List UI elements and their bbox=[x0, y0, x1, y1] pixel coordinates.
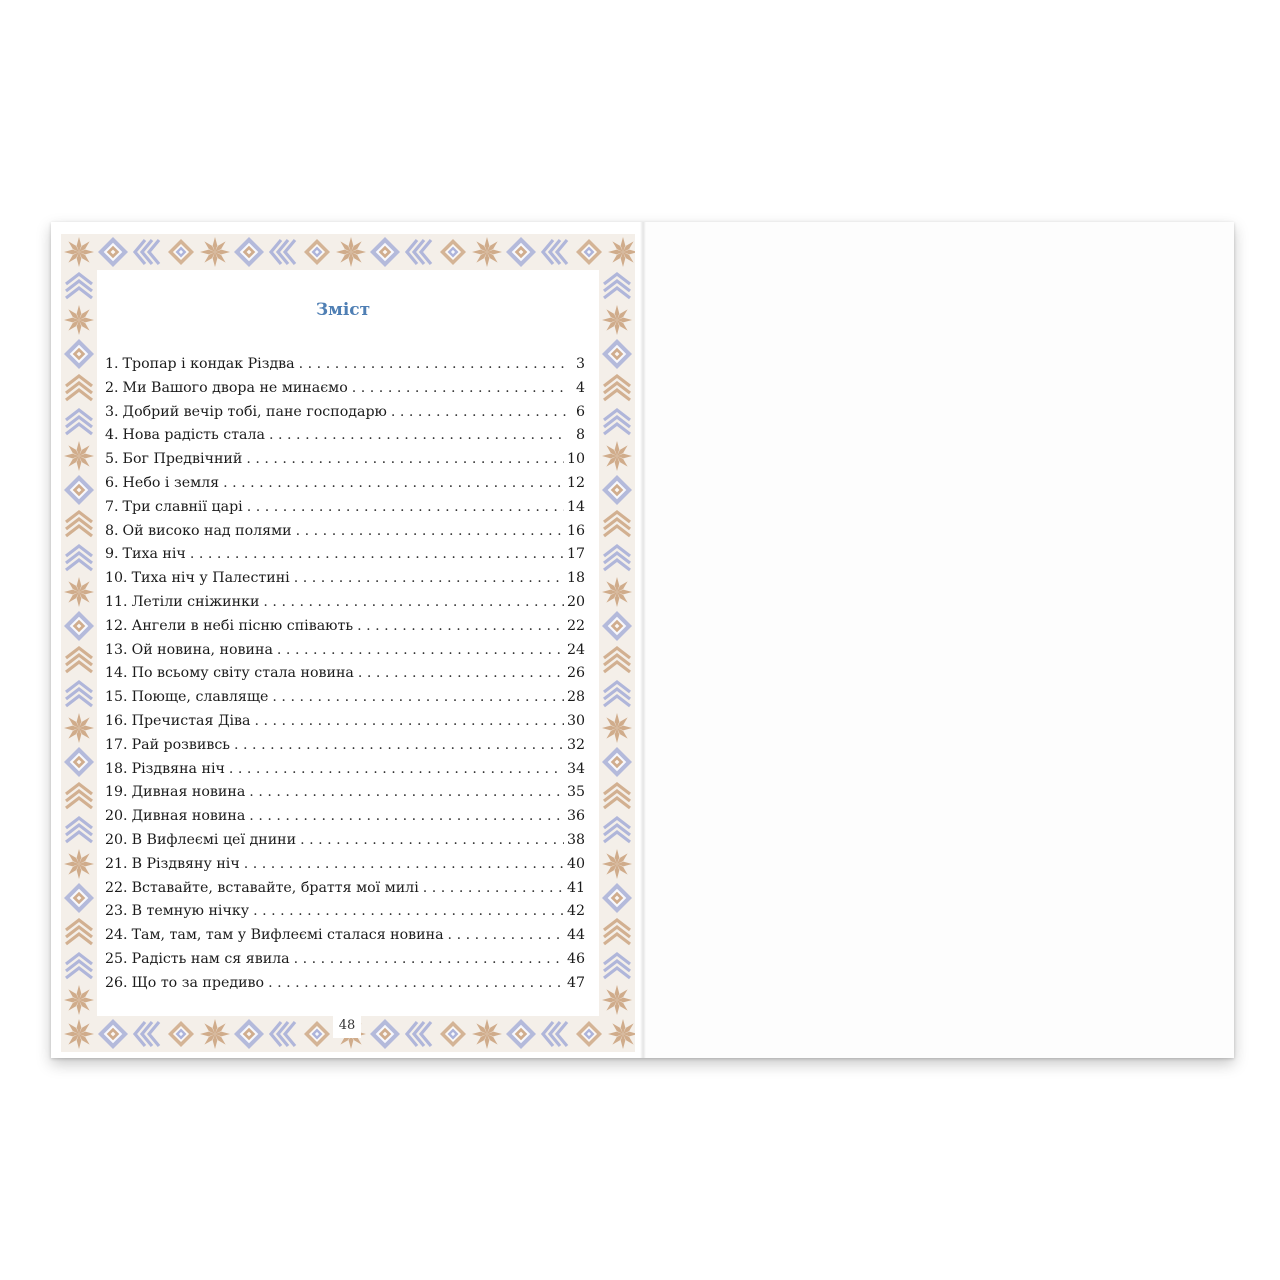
toc-entry-number: 2. bbox=[105, 379, 119, 396]
toc-entry bbox=[105, 808, 585, 832]
star-motif-icon bbox=[602, 305, 632, 335]
left-page bbox=[51, 222, 643, 1058]
toc-entry-number: 18. bbox=[105, 760, 128, 777]
toc-entry-page: 44 bbox=[566, 927, 585, 944]
toc-entry-title: Добрий вечір тобі, пане господарю bbox=[122, 403, 387, 420]
toc-entry-title: Що то за предиво bbox=[131, 974, 265, 991]
right-page-blank bbox=[643, 222, 1234, 1058]
toc-leader-dots bbox=[277, 642, 564, 658]
star-motif-icon bbox=[64, 849, 94, 879]
toc-title: Зміст bbox=[315, 300, 371, 320]
toc-entry bbox=[105, 689, 585, 713]
toc-entry-title: Тиха ніч у Палестині bbox=[131, 570, 290, 587]
toc-entry bbox=[105, 761, 585, 785]
toc-entry-page: 24 bbox=[566, 641, 585, 658]
toc-entry-page: 22 bbox=[566, 617, 585, 634]
star-motif-icon bbox=[64, 713, 94, 743]
star-motif-icon bbox=[64, 985, 94, 1015]
toc-entry-title: Рай розвивсь bbox=[131, 736, 231, 753]
page-number: 48 bbox=[333, 1014, 361, 1038]
toc-leader-dots bbox=[247, 499, 564, 515]
toc-entry bbox=[105, 570, 585, 594]
star-motif-icon bbox=[602, 441, 632, 471]
toc-leader-dots bbox=[294, 951, 564, 967]
toc-entry-page: 47 bbox=[566, 974, 585, 991]
star-motif-icon bbox=[200, 237, 230, 267]
toc-leader-dots bbox=[255, 713, 564, 729]
star-motif-icon bbox=[64, 441, 94, 471]
toc-entry-title: Бог Предвічний bbox=[122, 451, 243, 468]
star-motif-icon bbox=[602, 577, 632, 607]
toc-entry-number: 4. bbox=[105, 427, 119, 444]
toc-entry bbox=[105, 880, 585, 904]
toc-entry-title: Поюще, славляще bbox=[131, 689, 269, 706]
toc-entry-page: 3 bbox=[575, 356, 585, 372]
toc-leader-dots bbox=[357, 618, 564, 634]
star-motif-icon bbox=[64, 1019, 94, 1049]
toc-entry-title: Летіли сніжинки bbox=[131, 593, 260, 610]
toc-entry-page: 12 bbox=[566, 474, 585, 491]
toc-entry-number: 21. bbox=[105, 855, 128, 872]
toc-entry bbox=[105, 618, 585, 642]
star-motif-icon bbox=[602, 985, 632, 1015]
toc-entry-title: Дивная новина bbox=[131, 784, 246, 801]
toc-entry bbox=[105, 380, 585, 404]
toc-entry-page: 6 bbox=[575, 403, 585, 420]
toc-entry-page: 30 bbox=[566, 712, 585, 729]
toc-entry bbox=[105, 546, 585, 570]
toc-entry bbox=[105, 475, 585, 499]
toc-leader-dots bbox=[268, 975, 564, 991]
toc-entry-number: 9. bbox=[105, 546, 119, 563]
toc-leader-dots bbox=[299, 356, 568, 372]
toc-entry-number: 7. bbox=[105, 498, 119, 515]
toc-entry bbox=[105, 404, 585, 428]
toc-entry-page: 41 bbox=[566, 879, 585, 896]
toc-entry-title: В Вифлеємі цеї днини bbox=[131, 831, 297, 848]
toc-entry-number: 20. bbox=[105, 808, 128, 825]
toc-entry-page: 14 bbox=[566, 498, 585, 515]
toc-entry-number: 26. bbox=[105, 974, 128, 991]
toc-entry-title: Ангели в небі пісню співають bbox=[131, 617, 354, 634]
toc-leader-dots bbox=[300, 832, 564, 848]
toc-entry-page: 4 bbox=[575, 379, 585, 396]
toc-entry-page: 35 bbox=[566, 784, 585, 801]
toc-entry-title: Дивная новина bbox=[131, 808, 246, 825]
toc-entry-page: 20 bbox=[566, 593, 585, 610]
star-motif-icon bbox=[602, 849, 632, 879]
toc-entry-number: 25. bbox=[105, 950, 128, 967]
toc-entry-title: Пречистая Діва bbox=[131, 712, 251, 729]
toc-entry-number: 13. bbox=[105, 641, 128, 658]
toc-entry-page: 34 bbox=[566, 760, 585, 777]
toc-entry-page: 42 bbox=[566, 903, 585, 920]
toc-entry-number: 19. bbox=[105, 784, 128, 801]
toc-entry-page: 46 bbox=[566, 950, 585, 967]
toc-entry bbox=[105, 975, 585, 999]
toc-entry bbox=[105, 356, 585, 380]
toc-entry bbox=[105, 903, 585, 927]
toc-entry bbox=[105, 737, 585, 761]
toc-entry-number: 6. bbox=[105, 474, 119, 491]
toc-entry bbox=[105, 856, 585, 880]
toc-entry-page: 8 bbox=[575, 427, 585, 444]
star-motif-icon bbox=[472, 237, 502, 267]
toc-leader-dots bbox=[269, 427, 568, 443]
toc-entry-title: По всьому світу стала новина bbox=[131, 665, 354, 682]
toc-entry-page: 32 bbox=[566, 736, 585, 753]
star-motif-icon bbox=[602, 713, 632, 743]
toc-entry-title: Небо і земля bbox=[122, 474, 220, 491]
toc-list bbox=[105, 356, 585, 999]
toc-entry bbox=[105, 713, 585, 737]
toc-entry-title: Вставайте, вставайте, браття мої милі bbox=[131, 879, 419, 896]
star-motif-icon bbox=[64, 305, 94, 335]
toc-entry bbox=[105, 927, 585, 951]
star-motif-icon bbox=[64, 237, 94, 267]
toc-entry-title: Нова радість стала bbox=[122, 427, 265, 444]
star-motif-icon bbox=[472, 1019, 502, 1049]
toc-entry-number: 15. bbox=[105, 689, 128, 706]
toc-entry-page: 38 bbox=[566, 831, 585, 848]
toc-entry-number: 24. bbox=[105, 927, 128, 944]
toc-leader-dots bbox=[190, 546, 564, 562]
toc-leader-dots bbox=[229, 761, 564, 777]
toc-entry-title: Ой новина, новина bbox=[131, 641, 273, 658]
toc-entry-page: 28 bbox=[566, 689, 585, 706]
toc-leader-dots bbox=[244, 856, 564, 872]
toc-content bbox=[97, 270, 597, 1014]
star-motif-icon bbox=[336, 237, 366, 267]
toc-leader-dots bbox=[246, 451, 564, 467]
toc-entry-page: 36 bbox=[566, 808, 585, 825]
toc-entry-title: Ми Вашого двора не минаємо bbox=[122, 379, 348, 396]
toc-leader-dots bbox=[249, 784, 564, 800]
toc-leader-dots bbox=[294, 570, 564, 586]
toc-entry-title: Ой високо над полями bbox=[122, 522, 292, 539]
toc-leader-dots bbox=[223, 475, 564, 491]
toc-entry-number: 5. bbox=[105, 451, 119, 468]
toc-entry-page: 26 bbox=[566, 665, 585, 682]
toc-entry-title: Три славнії царі bbox=[122, 498, 243, 515]
toc-entry-number: 10. bbox=[105, 570, 128, 587]
toc-entry-title: Тропар і кондак Різдва bbox=[122, 356, 295, 372]
toc-leader-dots bbox=[249, 808, 564, 824]
toc-entry-title: В Різдвяну ніч bbox=[131, 855, 240, 872]
toc-entry-number: 3. bbox=[105, 403, 119, 420]
toc-leader-dots bbox=[234, 737, 564, 753]
toc-entry bbox=[105, 665, 585, 689]
book-gutter bbox=[640, 222, 646, 1058]
toc-entry bbox=[105, 499, 585, 523]
toc-entry-title: В темную нічку bbox=[131, 903, 250, 920]
toc-entry-page: 17 bbox=[566, 546, 585, 563]
toc-entry-number: 23. bbox=[105, 903, 128, 920]
toc-entry-title: Там, там, там у Вифлеємі сталася новина bbox=[131, 927, 444, 944]
toc-entry-title: Тиха ніч bbox=[122, 546, 186, 563]
toc-entry-number: 16. bbox=[105, 712, 128, 729]
toc-entry-page: 18 bbox=[566, 570, 585, 587]
toc-entry-number: 22. bbox=[105, 879, 128, 896]
toc-entry-number: 14. bbox=[105, 665, 128, 682]
toc-entry-number: 1. bbox=[105, 356, 119, 372]
toc-entry-number: 11. bbox=[105, 593, 128, 610]
star-motif-icon bbox=[200, 1019, 230, 1049]
toc-leader-dots bbox=[391, 404, 568, 420]
toc-entry bbox=[105, 784, 585, 808]
toc-entry-page: 16 bbox=[566, 522, 585, 539]
toc-entry bbox=[105, 642, 585, 666]
toc-entry-page: 40 bbox=[566, 855, 585, 872]
toc-leader-dots bbox=[296, 523, 564, 539]
toc-entry-title: Різдвяна ніч bbox=[131, 760, 225, 777]
toc-entry-number: 12. bbox=[105, 617, 128, 634]
toc-entry bbox=[105, 594, 585, 618]
toc-entry-number: 17. bbox=[105, 736, 128, 753]
toc-entry-number: 8. bbox=[105, 522, 119, 539]
toc-entry-page: 10 bbox=[566, 451, 585, 468]
toc-leader-dots bbox=[272, 689, 564, 705]
book-spread bbox=[51, 222, 1234, 1058]
toc-leader-dots bbox=[253, 903, 564, 919]
toc-entry bbox=[105, 451, 585, 475]
toc-entry bbox=[105, 832, 585, 856]
toc-leader-dots bbox=[423, 880, 564, 896]
toc-leader-dots bbox=[448, 927, 564, 943]
toc-leader-dots bbox=[358, 665, 564, 681]
toc-leader-dots bbox=[263, 594, 564, 610]
toc-entry bbox=[105, 427, 585, 451]
toc-entry-title: Радість нам ся явила bbox=[131, 950, 290, 967]
toc-entry bbox=[105, 523, 585, 547]
star-motif-icon bbox=[64, 577, 94, 607]
toc-leader-dots bbox=[352, 380, 568, 396]
toc-entry bbox=[105, 951, 585, 975]
toc-entry-number: 20. bbox=[105, 831, 128, 848]
